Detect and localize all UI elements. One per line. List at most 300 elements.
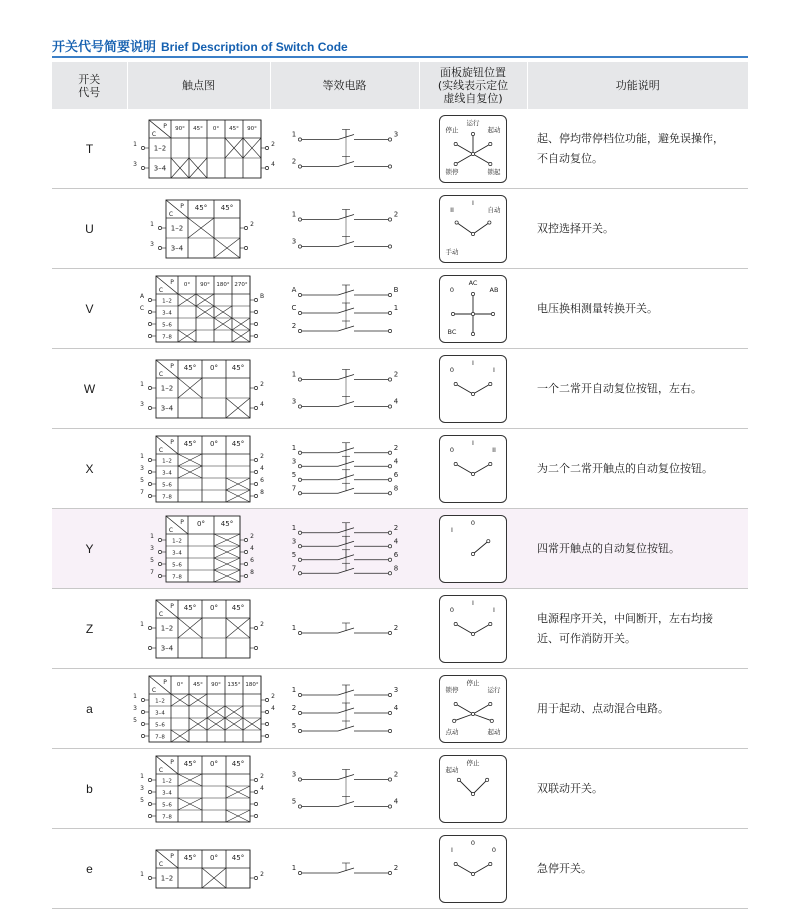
terminal-label: 1 <box>291 130 296 138</box>
pair-label: 3–4 <box>161 470 172 476</box>
angle-label: 90° <box>175 125 185 132</box>
pair-label: 3–4 <box>170 244 183 252</box>
contact-cell <box>127 749 270 829</box>
panel-cell <box>419 749 527 829</box>
equivalent-circuit <box>290 594 400 664</box>
function-description <box>527 669 748 749</box>
panel-label: I <box>493 365 495 374</box>
angle-label: 45° <box>231 439 244 448</box>
equivalent-circuit <box>290 834 400 904</box>
panel-label: 手动 <box>445 247 459 256</box>
terminal-label: 8 <box>393 563 398 572</box>
knob-position-drawing <box>440 836 506 902</box>
table-row <box>52 509 748 589</box>
label-P: P <box>179 202 184 210</box>
contact-diagram <box>134 844 264 894</box>
panel-label: 0 <box>449 365 455 374</box>
panel-label: 自动 <box>487 205 501 214</box>
label-P: P <box>169 602 174 610</box>
terminal-label: 1 <box>139 452 144 460</box>
terminal-label: 6 <box>249 556 254 564</box>
circuit-cell <box>270 589 419 669</box>
contact-diagram <box>134 750 264 828</box>
label-P: P <box>169 852 174 860</box>
panel-label: 停止 <box>445 125 459 134</box>
angle-label: 135° <box>227 681 241 688</box>
angle-label: 270° <box>233 281 248 288</box>
function-description <box>527 429 748 509</box>
terminal-label: 4 <box>393 397 398 405</box>
pair-label: 5–6 <box>171 562 182 568</box>
terminal-label: 7 <box>291 483 296 492</box>
pair-label: 7–8 <box>161 494 172 500</box>
terminal-label: 1 <box>393 303 398 312</box>
terminal-label: 3 <box>393 130 398 138</box>
angle-label: 45° <box>183 603 196 612</box>
terminal-label: 5 <box>291 470 296 479</box>
panel-cell <box>419 429 527 509</box>
description-line: 起、停均带停档位功能，避免误操作， <box>537 131 724 145</box>
panel-label: AC <box>468 278 478 287</box>
circuit-cell <box>270 109 419 189</box>
label-C: C <box>168 526 173 534</box>
panel-label: BC <box>447 327 457 336</box>
pair-label: 1–2 <box>160 874 173 882</box>
terminal-label: 1 <box>139 870 144 878</box>
panel-cell <box>419 509 527 589</box>
description-line: 四常开触点的自动复位按钮。 <box>537 541 680 555</box>
header-func: 功能说明 <box>527 62 748 109</box>
terminal-label: 4 <box>393 456 398 465</box>
panel-label: 起动 <box>487 727 501 736</box>
switch-code: Z <box>52 589 127 669</box>
terminal-label: 2 <box>259 772 264 780</box>
terminal-label: 3 <box>139 784 144 792</box>
terminal-label: 1 <box>291 523 296 532</box>
terminal-label: 2 <box>393 210 398 218</box>
panel-knob-diagram <box>439 355 507 423</box>
description-line: 为二个二常开触点的自动复位按钮。 <box>537 461 713 475</box>
panel-label: 锁停 <box>445 685 459 694</box>
panel-label: 点动 <box>445 727 459 736</box>
terminal-label: 1 <box>133 692 137 700</box>
terminal-label: 1 <box>149 532 154 540</box>
terminal-label: 2 <box>393 523 398 532</box>
terminal-label: 4 <box>259 464 264 472</box>
terminal-label: 4 <box>259 400 264 408</box>
equivalent-circuit <box>290 114 400 184</box>
angle-label: 45° <box>231 363 244 372</box>
switch-code: b <box>52 749 127 829</box>
page-title <box>52 36 348 55</box>
angle-label: 45° <box>229 125 239 132</box>
knob-position-drawing <box>440 756 506 822</box>
panel-knob-diagram <box>439 755 507 823</box>
contact-diagram <box>134 270 264 348</box>
contact-diagram <box>134 594 264 664</box>
pair-label: 3–4 <box>160 404 173 412</box>
function-description <box>527 269 748 349</box>
circuit-cell <box>270 429 419 509</box>
terminal-label: 2 <box>291 321 296 330</box>
description-line: 双控选择开关。 <box>537 221 614 235</box>
function-description <box>527 749 748 829</box>
contact-diagram <box>134 430 264 508</box>
terminal-label: 5 <box>291 721 296 730</box>
terminal-label: 2 <box>249 532 254 540</box>
panel-knob-diagram <box>439 835 507 903</box>
equivalent-circuit <box>290 434 400 504</box>
panel-label: I <box>472 198 474 207</box>
angle-label: 45° <box>231 853 244 862</box>
label-P: P <box>169 362 174 370</box>
label-P: P <box>179 518 184 526</box>
terminal-label: 3 <box>149 240 154 248</box>
panel-cell <box>419 109 527 189</box>
pair-label: 1–2 <box>160 384 173 392</box>
terminal-label: 4 <box>271 160 275 168</box>
terminal-label: 5 <box>149 556 154 564</box>
description-line: 电压换相测量转换开关。 <box>537 301 658 315</box>
panel-knob-diagram <box>439 595 507 663</box>
terminal-label: B <box>259 292 264 300</box>
knob-position-drawing <box>440 436 506 502</box>
label-P: P <box>163 678 167 686</box>
label-C: C <box>158 370 163 378</box>
circuit-cell <box>270 349 419 429</box>
knob-position-drawing <box>440 116 506 182</box>
function-description <box>527 829 748 909</box>
panel-label: II <box>450 205 454 214</box>
table-row <box>52 829 748 909</box>
panel-knob-diagram <box>439 195 507 263</box>
knob-position-drawing <box>440 596 506 662</box>
terminal-label: 7 <box>139 488 144 496</box>
terminal-label: 1 <box>139 380 144 388</box>
contact-cell <box>127 109 275 189</box>
contact-cell <box>127 829 270 909</box>
terminal-label: 7 <box>291 563 296 572</box>
pair-label: 1–2 <box>171 538 182 544</box>
angle-label: 45° <box>220 203 233 212</box>
terminal-label: C <box>291 303 296 312</box>
pair-label: 1–2 <box>160 624 173 632</box>
terminal-label: 1 <box>133 140 137 148</box>
table-row <box>52 349 748 429</box>
terminal-label: 2 <box>249 220 254 228</box>
description-line: 用于起动、点动混合电路。 <box>537 701 669 715</box>
function-description <box>527 589 748 669</box>
contact-cell <box>127 269 270 349</box>
description-line: 双联动开关。 <box>537 781 603 795</box>
angle-label: 45° <box>183 853 196 862</box>
terminal-label: 2 <box>393 623 398 632</box>
terminal-label: A <box>139 292 144 300</box>
terminal-label: 3 <box>133 160 137 168</box>
circuit-cell <box>270 669 419 749</box>
terminal-label: 4 <box>393 797 398 805</box>
terminal-label: 4 <box>271 704 275 712</box>
panel-label: 0 <box>491 845 497 854</box>
angle-label: 45° <box>183 363 196 372</box>
description-line: 电源程序开关，中间断开，左右均接 <box>537 611 713 625</box>
angle-label: 45° <box>183 439 196 448</box>
terminal-label: 2 <box>271 140 275 148</box>
panel-knob-diagram <box>439 275 507 343</box>
panel-label: 0 <box>449 445 455 454</box>
terminal-label: 3 <box>149 544 154 552</box>
equivalent-circuit <box>290 754 400 824</box>
contact-cell <box>127 669 275 749</box>
pair-label: 3–4 <box>153 164 167 172</box>
contact-cell <box>127 589 270 669</box>
angle-label: 45° <box>193 681 203 688</box>
panel-label: 锁起 <box>487 167 501 176</box>
contact-cell <box>127 509 270 589</box>
function-description <box>527 349 748 429</box>
panel-label: 起动 <box>445 765 459 774</box>
header-panel: 面板旋钮位置 (实线表示定位 虚线自复位) <box>419 62 527 109</box>
function-description <box>527 109 748 189</box>
pair-label: 7–8 <box>161 334 172 340</box>
terminal-label: 6 <box>259 476 264 484</box>
panel-cell <box>419 589 527 669</box>
angle-label: 0° <box>209 363 218 372</box>
angle-label: 90° <box>247 125 257 132</box>
angle-label: 0° <box>209 603 218 612</box>
table-row <box>52 109 748 189</box>
terminal-label: 8 <box>249 568 254 576</box>
equivalent-circuit <box>290 274 400 344</box>
label-P: P <box>169 758 174 766</box>
pair-label: 3–4 <box>160 644 173 652</box>
label-P: P <box>169 278 174 286</box>
table-row <box>52 669 748 749</box>
terminal-label: 2 <box>259 380 264 388</box>
terminal-label: 8 <box>259 488 264 496</box>
terminal-label: 1 <box>291 623 296 632</box>
terminal-label: 2 <box>259 620 264 628</box>
table-row <box>52 429 748 509</box>
pair-label: 1–2 <box>161 458 172 464</box>
pair-label: 5–6 <box>155 722 165 728</box>
terminal-label: A <box>291 285 296 294</box>
table-header-row <box>52 62 748 109</box>
panel-knob-diagram <box>439 675 507 743</box>
terminal-label: 1 <box>291 210 296 218</box>
angle-label: 0° <box>176 681 184 688</box>
label-P: P <box>163 122 167 130</box>
title-en: Brief Description of Switch Code <box>161 40 348 54</box>
panel-label: 停止 <box>466 678 480 687</box>
panel-label: 0 <box>470 518 476 527</box>
terminal-label: 3 <box>291 237 296 245</box>
knob-position-drawing <box>440 196 506 262</box>
circuit-cell <box>270 749 419 829</box>
terminal-label: 5 <box>139 796 144 804</box>
circuit-cell <box>270 509 419 589</box>
label-C: C <box>158 446 163 454</box>
angle-label: 0° <box>209 439 218 448</box>
terminal-label: 1 <box>291 685 296 694</box>
switch-code-table <box>52 62 748 909</box>
function-description <box>527 509 748 589</box>
terminal-label: 1 <box>291 370 296 378</box>
table-row <box>52 589 748 669</box>
terminal-label: 2 <box>393 443 398 452</box>
description-line: 一个二常开自动复位按钮，左右。 <box>537 381 702 395</box>
knob-position-drawing <box>440 356 506 422</box>
angle-label: 45° <box>183 759 196 768</box>
pair-label: 1–2 <box>153 144 167 152</box>
title-cn: 开关代号简要说明 <box>52 40 157 55</box>
label-C: C <box>168 210 173 218</box>
angle-label: 0° <box>183 281 190 288</box>
terminal-label: 8 <box>393 483 398 492</box>
terminal-label: 7 <box>149 568 154 576</box>
terminal-label: 2 <box>291 703 296 712</box>
knob-position-drawing <box>440 276 506 342</box>
switch-code: X <box>52 429 127 509</box>
contact-diagram <box>127 114 275 184</box>
pair-label: 3–4 <box>161 310 172 316</box>
switch-code: e <box>52 829 127 909</box>
terminal-label: 2 <box>259 452 264 460</box>
angle-label: 45° <box>231 759 244 768</box>
terminal-label: 6 <box>393 550 398 559</box>
panel-label: I <box>472 438 474 447</box>
angle-label: 45° <box>231 603 244 612</box>
terminal-label: 3 <box>291 456 296 465</box>
equivalent-circuit <box>290 354 400 424</box>
table-row <box>52 749 748 829</box>
panel-label: I <box>493 605 495 614</box>
terminal-label: 2 <box>291 157 296 165</box>
terminal-label: 1 <box>291 443 296 452</box>
contact-cell <box>127 429 270 509</box>
terminal-label: 4 <box>393 536 398 545</box>
function-description <box>527 189 748 269</box>
table-row <box>52 189 748 269</box>
terminal-label: 5 <box>291 797 296 805</box>
angle-label: 90° <box>211 681 221 688</box>
angle-label: 0° <box>209 853 218 862</box>
pair-label: 5–6 <box>161 322 172 328</box>
contact-cell <box>127 349 270 429</box>
terminal-label: 1 <box>139 772 144 780</box>
terminal-label: 3 <box>133 704 137 712</box>
terminal-label: 5 <box>291 550 296 559</box>
panel-cell <box>419 269 527 349</box>
terminal-label: 3 <box>139 400 144 408</box>
pair-label: 1–2 <box>161 778 172 784</box>
switch-code: W <box>52 349 127 429</box>
panel-label: 停止 <box>466 758 480 767</box>
header-code: 开关 代号 <box>52 62 127 109</box>
contact-diagram <box>127 670 275 748</box>
panel-knob-diagram <box>439 115 507 183</box>
terminal-label: 2 <box>393 863 398 872</box>
pair-label: 7–8 <box>155 734 165 740</box>
header-contact: 触点图 <box>127 62 270 109</box>
label-C: C <box>158 860 163 868</box>
pair-label: 5–6 <box>161 802 172 808</box>
header-circuit: 等效电路 <box>270 62 419 109</box>
terminal-label: 2 <box>259 870 264 878</box>
terminal-label: 1 <box>149 220 154 228</box>
panel-label: I <box>472 358 474 367</box>
contact-diagram <box>144 510 254 588</box>
contact-cell <box>127 189 270 269</box>
pair-label: 3–4 <box>161 790 172 796</box>
panel-label: 0 <box>449 285 455 294</box>
terminal-label: 2 <box>393 770 398 778</box>
panel-label: 运行 <box>487 685 501 694</box>
switch-code: Y <box>52 509 127 589</box>
angle-label: 180° <box>245 681 259 688</box>
angle-label: 45° <box>193 125 203 132</box>
panel-label: II <box>492 445 496 454</box>
terminal-label: B <box>393 285 398 294</box>
angle-label: 180° <box>215 281 230 288</box>
circuit-cell <box>270 189 419 269</box>
equivalent-circuit <box>290 514 400 584</box>
panel-label: 起动 <box>487 125 501 134</box>
terminal-label: 6 <box>393 470 398 479</box>
terminal-label: 2 <box>393 370 398 378</box>
contact-diagram <box>134 354 264 424</box>
panel-cell <box>419 189 527 269</box>
description-line: 急停开关。 <box>537 861 592 875</box>
pair-label: 1–2 <box>170 224 183 232</box>
equivalent-circuit <box>290 674 400 744</box>
label-C: C <box>158 766 163 774</box>
terminal-label: 1 <box>291 863 296 872</box>
switch-code: T <box>52 109 127 189</box>
label-C: C <box>151 130 157 138</box>
panel-label: I <box>451 525 453 534</box>
label-C: C <box>158 610 163 618</box>
terminal-label: 3 <box>393 685 398 694</box>
angle-label: 0° <box>212 125 220 132</box>
angle-label: 45° <box>194 203 207 212</box>
angle-label: 90° <box>199 281 210 288</box>
panel-label: 运行 <box>466 118 480 127</box>
terminal-label: 5 <box>133 716 137 724</box>
label-C: C <box>151 686 157 694</box>
panel-label: I <box>472 598 474 607</box>
panel-cell <box>419 829 527 909</box>
terminal-label: C <box>139 304 144 312</box>
terminal-label: 3 <box>291 536 296 545</box>
terminal-label: 1 <box>139 620 144 628</box>
pair-label: 1–2 <box>155 698 165 704</box>
panel-label: I <box>451 845 453 854</box>
pair-label: 5–6 <box>161 482 172 488</box>
pair-label: 3–4 <box>171 550 182 556</box>
knob-position-drawing <box>440 516 506 582</box>
panel-cell <box>419 349 527 429</box>
panel-knob-diagram <box>439 515 507 583</box>
terminal-label: 2 <box>271 692 275 700</box>
panel-label: 锁停 <box>445 167 459 176</box>
circuit-cell <box>270 269 419 349</box>
switch-code: a <box>52 669 127 749</box>
terminal-label: 4 <box>393 703 398 712</box>
terminal-label: 3 <box>139 464 144 472</box>
table-row <box>52 269 748 349</box>
label-P: P <box>169 438 174 446</box>
